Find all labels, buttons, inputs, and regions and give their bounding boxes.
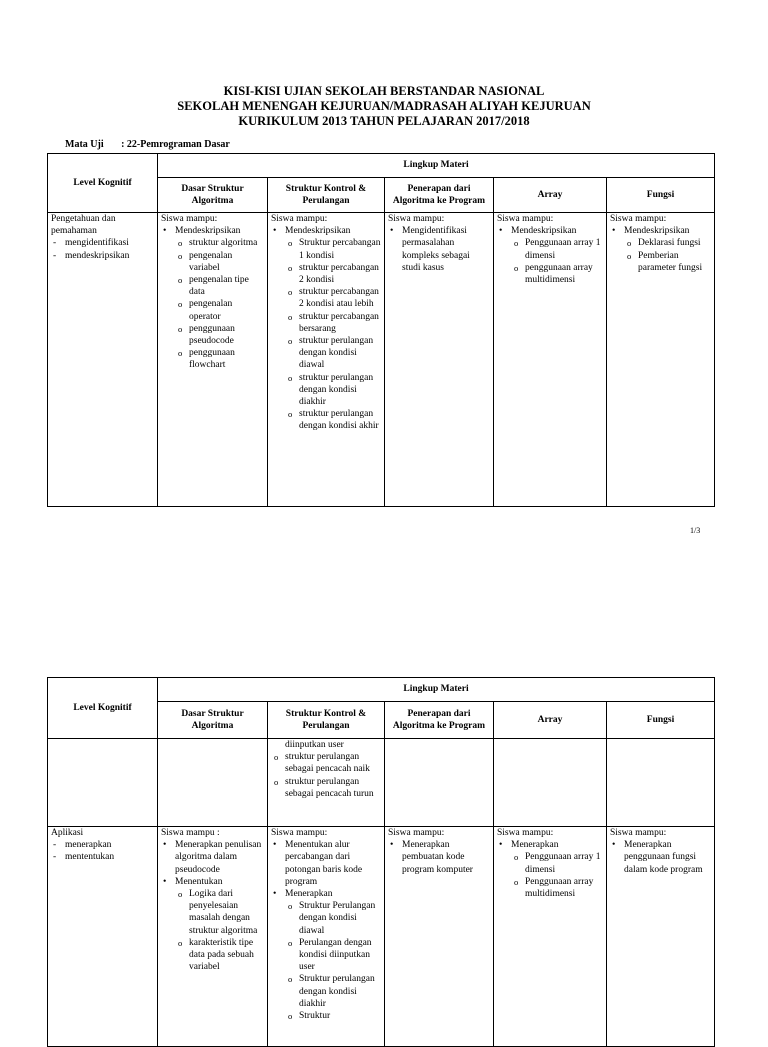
sub-item: o Struktur Perulangan dengan kondisi diawal <box>285 900 381 937</box>
header-penerapan: Penerapan dari Algoritma ke Program <box>385 702 494 739</box>
sub-item: o Logika dari penyelesaian masalah dengan struktur algoritma <box>175 888 264 937</box>
continued-line: diinputkan user <box>285 740 344 750</box>
sub-item: o struktur algoritma <box>175 237 264 249</box>
sub-item: o struktur perulangan sebagai pencacah naik <box>271 751 381 775</box>
cell-dasar-struktur <box>158 213 268 507</box>
header-level-kognitif: Level Kognitif <box>48 678 158 739</box>
header-lingkup-materi: Lingkup Materi <box>158 154 715 178</box>
cell-continued-empty <box>158 739 268 827</box>
header-dasar-struktur: Dasar Struktur Algoritma <box>158 178 268 213</box>
cell-continued-empty <box>607 739 715 827</box>
bullet-item: • Mendeskripsikan o struktur algoritma o pengenalan variabel o pengenalan tipe data o pengenalan operator o penggunaan pseudocode o penggunaan flowchart <box>161 225 264 371</box>
cell-penerapan <box>385 827 494 1047</box>
bullet-item: • Menerapkan pembuatan kode program komputer <box>388 839 490 876</box>
cell-continued-empty <box>48 739 158 827</box>
header-lingkup-materi: Lingkup Materi <box>158 678 715 702</box>
siswa-mampu-label: Siswa mampu: <box>388 214 445 224</box>
header-struktur-kontrol: Struktur Kontrol & Perulangan <box>268 178 385 213</box>
siswa-mampu-label: Siswa mampu: <box>271 214 328 224</box>
bullet-item: • Mengidentifikasi permasalahan kompleks sebagai studi kasus <box>388 225 490 274</box>
header-struktur-kontrol: Struktur Kontrol & Perulangan <box>268 702 385 739</box>
level-text: Aplikasi <box>51 828 84 838</box>
cell-level-aplikasi <box>48 827 158 1047</box>
sub-item: o struktur percabangan 2 kondisi atau lebih <box>285 286 381 310</box>
siswa-mampu-label: Siswa mampu: <box>610 828 667 838</box>
doc-title-line-1: KISI-KISI UJIAN SEKOLAH BERSTANDAR NASIONAL <box>223 84 545 98</box>
siswa-mampu-label: Siswa mampu : <box>161 828 220 838</box>
sub-item: o Penggunaan array multidimensi <box>511 876 603 900</box>
bullet-item: • Mendeskripsikan o Penggunaan array 1 dimensi o penggunaan array multidimensi <box>497 225 603 286</box>
siswa-mampu-label: Siswa mampu: <box>388 828 445 838</box>
sub-item: o Penggunaan array 1 dimensi <box>511 851 603 875</box>
sub-item: o struktur perulangan dengan kondisi akhir <box>285 408 381 432</box>
cell-fungsi <box>607 827 715 1047</box>
grid-table-page-2 <box>47 677 715 1047</box>
sub-item: o Struktur <box>285 1010 381 1022</box>
siswa-mampu-label: Siswa mampu: <box>271 828 328 838</box>
sub-item: o Perulangan dengan kondisi diinputkan user <box>285 937 381 974</box>
sub-item: o penggunaan array multidimensi <box>511 262 603 286</box>
cell-fungsi <box>607 213 715 507</box>
cell-penerapan <box>385 213 494 507</box>
bullet-item: • Menerapkan penulisan algoritma dalam pseudocode <box>161 839 264 876</box>
sub-item: o pengenalan variabel <box>175 250 264 274</box>
level-item: - menerapkan <box>51 839 154 851</box>
bullet-item: • Menentukan o Logika dari penyelesaian masalah dengan struktur algoritma o karakteristik tipe data pada sebuah variabel <box>161 876 264 974</box>
sub-item: o karakteristik tipe data pada sebuah variabel <box>175 937 264 974</box>
header-fungsi: Fungsi <box>607 702 715 739</box>
cell-array <box>494 827 607 1047</box>
sub-item: o Struktur percabangan 1 kondisi <box>285 237 381 261</box>
sub-item: o pengenalan tipe data <box>175 274 264 298</box>
sub-item: o Struktur perulangan dengan kondisi diakhir <box>285 973 381 1010</box>
sub-item: o struktur perulangan dengan kondisi diawal <box>285 335 381 372</box>
cell-struktur-kontrol <box>268 827 385 1047</box>
siswa-mampu-label: Siswa mampu: <box>497 214 554 224</box>
siswa-mampu-label: Siswa mampu: <box>497 828 554 838</box>
header-penerapan: Penerapan dari Algoritma ke Program <box>385 178 494 213</box>
grid-table-page-1 <box>47 153 715 507</box>
bullet-item: • Menentukan alur percabangan dari potongan baris kode program <box>271 839 381 888</box>
header-level-kognitif: Level Kognitif <box>48 154 158 213</box>
bullet-item: • Menerapkan o Penggunaan array 1 dimensi o Penggunaan array multidimensi <box>497 839 603 900</box>
cell-continued-empty <box>494 739 607 827</box>
sub-item: o struktur perulangan sebagai pencacah turun <box>271 776 381 800</box>
level-text: Pengetahuan dan pemahaman <box>51 214 116 237</box>
header-dasar-struktur: Dasar Struktur Algoritma <box>158 702 268 739</box>
level-item: - mengidentifikasi <box>51 237 154 249</box>
level-item: - mendeskripsikan <box>51 250 154 262</box>
bullet-item: • Menerapkan o Struktur Perulangan dengan kondisi diawal o Perulangan dengan kondisi diinputkan user o Struktur perulangan dengan kondisi diakhir o Struktur <box>271 888 381 1022</box>
bullet-item: • Menerapkan penggunaan fungsi dalam kode program <box>610 839 711 876</box>
page-number: 1/3 <box>690 526 701 535</box>
cell-struktur-kontrol <box>268 213 385 507</box>
doc-title-line-2: SEKOLAH MENENGAH KEJURUAN/MADRASAH ALIYAH KEJURUAN <box>177 99 591 113</box>
sub-item: o pengenalan operator <box>175 298 264 322</box>
sub-item: o struktur perulangan dengan kondisi diakhir <box>285 372 381 409</box>
subject-label: Mata Uji : 22-Pemrograman Dasar <box>65 139 230 150</box>
cell-struktur-kontrol-continued <box>268 739 385 827</box>
sub-item: o penggunaan pseudocode <box>175 323 264 347</box>
level-item: - mententukan <box>51 851 154 863</box>
cell-dasar-struktur <box>158 827 268 1047</box>
header-array: Array <box>494 702 607 739</box>
sub-item: o Pemberian parameter fungsi <box>624 250 711 274</box>
sub-item: o struktur percabangan 2 kondisi <box>285 262 381 286</box>
bullet-item: • Mendeskripsikan o Deklarasi fungsi o Pemberian parameter fungsi <box>610 225 711 274</box>
sub-item: o Penggunaan array 1 dimensi <box>511 237 603 261</box>
doc-title-line-3: KURIKULUM 2013 TAHUN PELAJARAN 2017/2018 <box>238 114 530 128</box>
cell-array <box>494 213 607 507</box>
sub-item: o struktur percabangan bersarang <box>285 311 381 335</box>
header-fungsi: Fungsi <box>607 178 715 213</box>
siswa-mampu-label: Siswa mampu: <box>161 214 218 224</box>
sub-item: o penggunaan flowchart <box>175 347 264 371</box>
cell-level-pengetahuan <box>48 213 158 507</box>
header-array: Array <box>494 178 607 213</box>
cell-continued-empty <box>385 739 494 827</box>
siswa-mampu-label: Siswa mampu: <box>610 214 667 224</box>
sub-item: o Deklarasi fungsi <box>624 237 711 249</box>
bullet-item: • Mendeskripsikan o Struktur percabangan 1 kondisi o struktur percabangan 2 kondisi o struktur percabangan 2 kondisi atau lebih o struktur percabangan bersarang o struktur perulangan dengan kondisi diawal o struktur perulangan dengan kondisi diakhir o struktur perulangan dengan kondisi akhir <box>271 225 381 432</box>
